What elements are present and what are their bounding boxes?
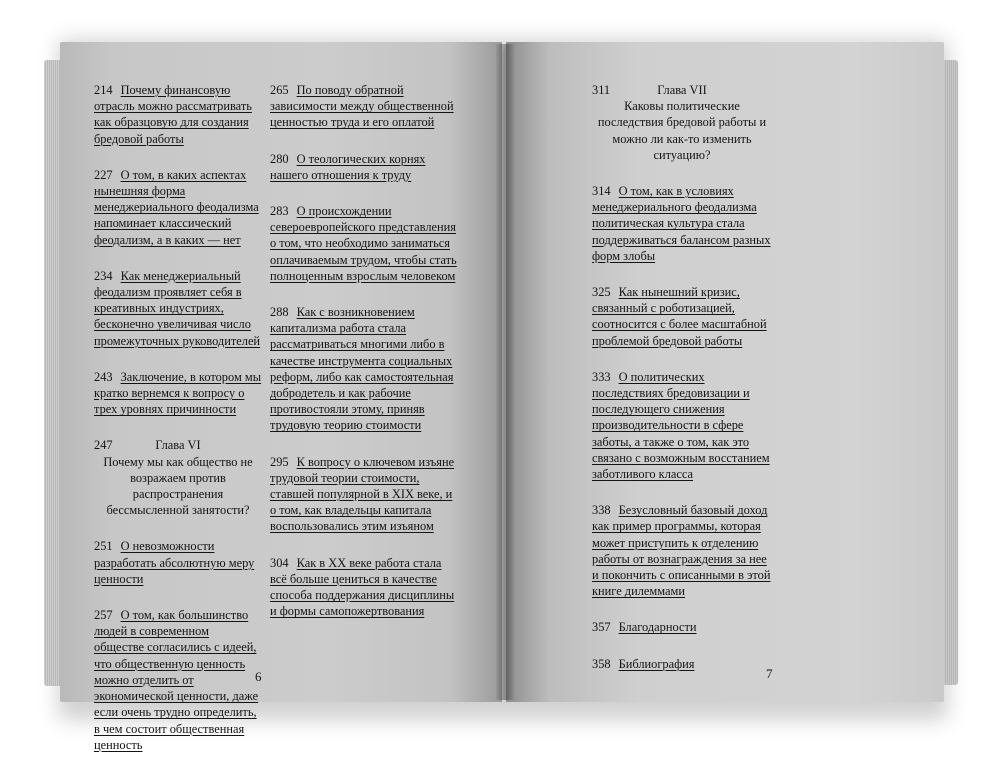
left-page — [60, 42, 502, 752]
page-ref-number: 358 — [592, 656, 611, 671]
page-ref-number: 247 — [94, 438, 113, 453]
toc-entry-title: О том, в каких аспектах нынешняя форма менеджериального феодализма напоминает классический феодализм, а в каких — нет — [94, 167, 259, 247]
toc-entry — [270, 151, 460, 183]
toc-entry — [94, 268, 262, 349]
toc-entry-title: Как в XX веке работа стала всё больше цениться в качестве способа поддержания дисциплины и формы самопожертвования — [270, 555, 455, 619]
page-ref-number: 338 — [592, 503, 611, 518]
toc-entry-title: О происхождении североевропейского представления о том, что необходимо заниматься оплачиваемым трудом, чтобы стать полноценным взрослым человеком — [270, 204, 457, 283]
page-ref-number: 295 — [270, 454, 289, 469]
left-page-number: 6 — [255, 669, 262, 684]
toc-entry — [94, 607, 262, 753]
toc-entry-title: К вопросу о ключевом изъяне трудовой теории стоимости, ставшей популярной в XIX веке, и о том, как владельцы капитала воспользовались этим изъяном — [270, 454, 455, 534]
chapter-heading — [592, 82, 772, 163]
toc-entry-title: О том, как большинство людей в современном обществе согласились с идеей, что общественную ценность можно отделить от экономической ценности, даже если очень трудно определить, в чем состоит общественная ценность — [94, 608, 259, 752]
left-page-column-2 — [270, 82, 460, 639]
toc-entry-title: О теологических корнях нашего отношения к труду — [270, 151, 426, 182]
toc-entry — [94, 369, 262, 418]
right-page-column-1 — [592, 82, 772, 692]
chapter-text — [592, 82, 772, 163]
page-ref-number: 214 — [94, 83, 113, 97]
page-ref-number: 265 — [270, 83, 289, 97]
toc-entry-title: Как нынешний кризис, связанный с роботизацией, соотносится с более масштабной проблемой бредовой работы — [592, 285, 767, 348]
toc-entry-title: Как с возникновением капитализма работа стала рассматриваться многими либо в качестве инструмента социальных реформ, либо как самостоятельная добродетель и как рабочие противостояли этому, приняв трудовую теорию стоимости — [270, 305, 454, 433]
chapter-label: Глава VII — [657, 83, 707, 97]
left-page-column-1 — [94, 82, 262, 773]
toc-entry-title: Безусловный базовый доход как пример программы, которая может приступить к отделению работы от вознаграждения за нее и покончить с описанными в этой книге дилеммами — [592, 503, 771, 599]
toc-entry — [270, 304, 460, 434]
toc-entry-title: Как менеджериальный феодализм проявляет себя в креативных индустриях, бесконечно увеличивая число промежуточных руководителей — [94, 268, 261, 348]
page-ref-number: 257 — [94, 608, 113, 623]
toc-entry — [94, 82, 262, 147]
toc-entry-title: Почему финансовую отрасль можно рассматривать как образцовую для создания бредовой работы — [94, 83, 252, 146]
toc-entry — [592, 656, 772, 672]
toc-entry-title: Заключение, в котором мы кратко вернемся к вопросу о трех уровнях причинности — [94, 369, 262, 417]
toc-entry — [270, 454, 460, 535]
page-ref-number: 333 — [592, 369, 611, 384]
page-ref-number: 234 — [94, 268, 113, 283]
page-ref-number: 280 — [270, 151, 289, 166]
toc-entry — [94, 538, 262, 587]
page-ref-number: 304 — [270, 555, 289, 570]
page-ref-number: 325 — [592, 285, 611, 300]
toc-entry — [270, 82, 460, 131]
chapter-title: Почему мы как общество не возражаем против распространения бессмысленной занятости? — [103, 454, 253, 518]
toc-entry — [592, 369, 772, 482]
page-ref-number: 288 — [270, 305, 289, 320]
toc-entry — [592, 284, 772, 349]
toc-entry-title: О невозможности разработать абсолютную меру ценности — [94, 539, 255, 586]
toc-entry-title: О политических последствиях бредовизации и последующего снижения производительности в сфере заботы, а также о том, как это связано с возможным восстанием заботливого класса — [592, 369, 770, 482]
page-ref-number: 357 — [592, 620, 611, 635]
right-page — [506, 42, 944, 702]
toc-entry — [94, 167, 262, 248]
toc-entry — [270, 555, 460, 620]
toc-entry-title: Благодарности — [618, 620, 697, 635]
toc-entry — [592, 502, 772, 599]
toc-entry-title: Библиография — [618, 656, 695, 671]
page-ref-number: 243 — [94, 369, 113, 384]
book-gutter — [496, 44, 514, 700]
page-ref-number: 311 — [592, 83, 611, 97]
page-ref-number: 314 — [592, 184, 611, 199]
page-ref-number: 283 — [270, 204, 289, 219]
page-ref-number: 227 — [94, 167, 113, 182]
toc-entry — [592, 619, 772, 635]
chapter-heading — [94, 437, 262, 518]
chapter-title: Каковы политические последствия бредовой работы и можно ли как-то изменить ситуацию? — [597, 99, 767, 162]
right-page-number: 7 — [766, 666, 773, 681]
page-ref-number: 251 — [94, 539, 113, 554]
chapter-label: Глава VI — [155, 438, 201, 453]
toc-entry — [270, 203, 460, 284]
toc-entry-title: По поводу обратной зависимости между общественной ценностью труда и его оплатой — [270, 83, 454, 130]
toc-entry-title: О том, как в условиях менеджериального феодализма политическая культура стала поддерживаться балансом разных форм злобы — [592, 184, 771, 263]
chapter-text — [94, 437, 262, 518]
toc-entry — [592, 183, 772, 264]
